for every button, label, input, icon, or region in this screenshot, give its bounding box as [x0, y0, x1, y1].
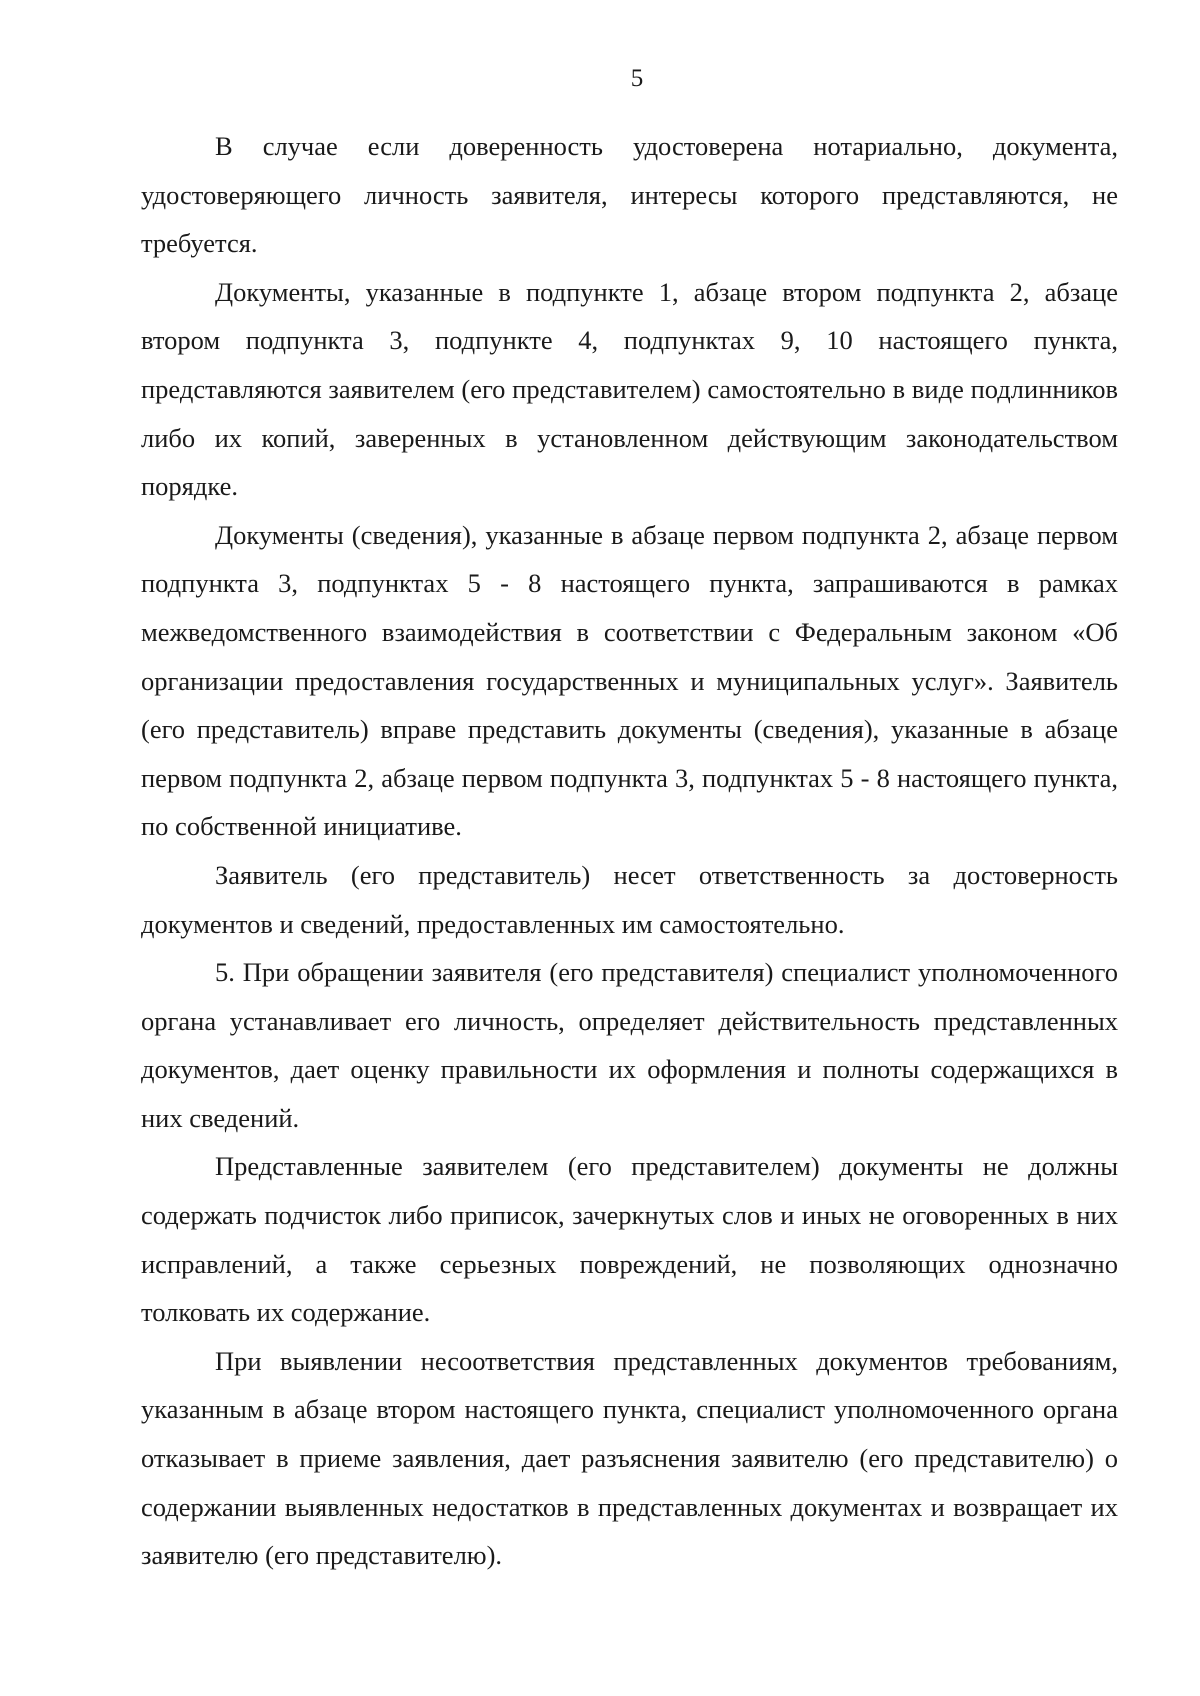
document-body	[141, 122, 1118, 1580]
paragraph-notarized-power-of-attorney: В случае если доверенность удостоверена нотариально, документа, удостоверяющего личность заявителя, интересы которого представляются, не требуется.	[141, 131, 1118, 259]
paragraph-documents-submitted-by-applicant: Документы, указанные в подпункте 1, абзаце втором подпункта 2, абзаце втором подпункта 3, подпункте 4, подпунктах 9, 10 настоящего пункта, представляются заявителем (его представителем) самостоятельно в виде подлинников либо их копий, заверенных в установленном действующим законодательством порядке.	[141, 276, 1118, 502]
paragraph-applicant-responsibility: Заявитель (его представитель) несет ответственность за достоверность документов и сведений, предоставленных им самостоятельно.	[141, 859, 1118, 939]
paragraph-document-requirements: Представленные заявителем (его представителем) документы не должны содержать подчисток либо приписок, зачеркнутых слов и иных не оговоренных в них исправлений, а также серьезных повреждений, не позволяющих однозначно толковать их содержание.	[141, 1151, 1118, 1328]
paragraph-refusal-procedure: При выявлении несоответствия представленных документов требованиям, указанным в абзаце втором настоящего пункта, специалист уполномоченного органа отказывает в приеме заявления, дает разъяснения заявителю (его представителю) о содержании выявленных недостатков в представленных документах и возвращает их заявителю (его представителю).	[141, 1345, 1118, 1571]
paragraph-interagency-requests: Документы (сведения), указанные в абзаце первом подпункта 2, абзаце первом подпункта 3, подпунктах 5 - 8 настоящего пункта, запрашиваются в рамках межведомственного взаимодействия в соответствии с Федеральным законом «Об организации предоставления государственных и муниципальных услуг». Заявитель (его представитель) вправе представить документы (сведения), указанные в абзаце первом подпункта 2, абзаце первом подпункта 3, подпунктах 5 - 8 настоящего пункта, по собственной инициативе.	[141, 519, 1118, 842]
paragraph-item-5-verification: 5. При обращении заявителя (его представителя) специалист уполномоченного органа устанавливает его личность, определяет действительность представленных документов, дает оценку правильности их оформления и полноты содержащихся в них сведений.	[141, 957, 1118, 1133]
page-number: 5	[630, 65, 644, 92]
